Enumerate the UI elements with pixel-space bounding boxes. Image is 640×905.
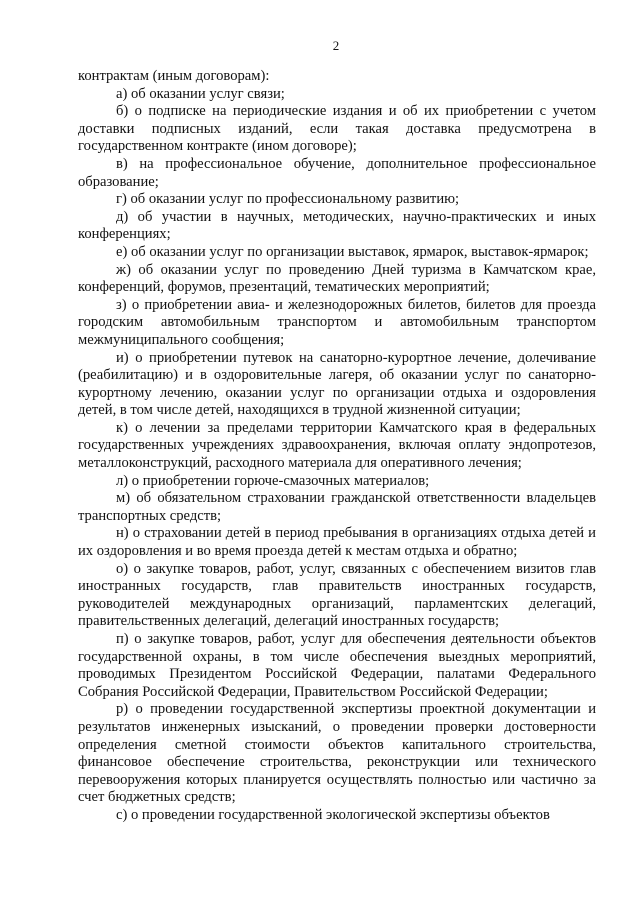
list-item-a: а) об оказании услуг связи; (116, 85, 285, 102)
list-item-l: л) о приобретении горюче-смазочных материалов; (116, 472, 430, 489)
list-item-e: е) об оказании услуг по организации выставок, ярмарок, выставок-ярмарок; (116, 243, 589, 260)
list-item-o: о) о закупке товаров, работ, услуг, связанных с обеспечением визитов глав иностранных государств, глав правительств иностранных государств, руководителей международных организаций, парламентских делегаций, правительственных делегаций, делегаций иностранных государств; (78, 560, 596, 630)
list-item-d: д) об участии в научных, методических, научно-практических и иных конференциях; (78, 208, 596, 243)
list-item-r: р) о проведении государственной экспертизы проектной документации и результатов инженерных изысканий, о проведении проверки достоверности определения сметной стоимости объектов капитального строительства, финансовое обеспечение строительства, реконструкции или технического перевооружения которых планируется осуществлять полностью или частично за счет бюджетных средств; (78, 701, 596, 806)
list-item-b: б) о подписке на периодические издания и об их приобретении с учетом доставки подписных изданий, если такая доставка предусмотрена в государственном контракте (ином договоре); (78, 103, 596, 155)
list-item-v: в) на профессиональное обучение, дополнительное профессиональное образование; (78, 155, 596, 190)
list-item-p: п) о закупке товаров, работ, услуг для обеспечения деятельности объектов государственной охраны, в том числе обеспечения выездных мероприятий, проводимых Президентом Российской Федерации, палатами Федерального Собрания Российской Федерации, Правительством Российской Федерации; (78, 631, 596, 700)
document-body (78, 68, 596, 825)
list-item-k: к) о лечении за пределами территории Камчатского края в федеральных государственных учреждениях здравоохранения, включая оплату эндопротезов, металлоконструкций, расходного материала для оперативного лечения; (78, 419, 596, 472)
list-item-m: м) об обязательном страховании гражданской ответственности владельцев транспортных средств; (78, 490, 596, 524)
list-item-i: и) о приобретении путевок на санаторно-курортное лечение, долечивание (реабилитацию) и в оздоровительные лагеря, об оказании услуг по санаторно-курортному лечению, оказании услуг по организации отдыха и оздоровления детей, в том числе детей, находящихся в трудной жизненной ситуации; (78, 349, 596, 419)
page-number: 2 (332, 38, 340, 53)
list-item-g: г) об оказании услуг по профессиональному развитию; (116, 191, 460, 208)
lead-paragraph: контрактам (иным договорам): (78, 68, 270, 84)
list-item-zh: ж) об оказании услуг по проведению Дней туризма в Камчатском крае, конференций, форумов, презентаций, тематических мероприятий; (78, 261, 596, 296)
list-item-z: з) о приобретении авиа- и железнодорожных билетов, билетов для проезда городским автомобильным транспортом и автомобильным транспортом межмуниципального сообщения; (78, 296, 596, 348)
list-item-s: с) о проведении государственной экологической экспертизы объектов (116, 806, 550, 823)
list-item-n: н) о страховании детей в период пребывания в организациях отдыха детей и их оздоровления и во время проезда детей к местам отдыха и обратно; (78, 525, 596, 560)
